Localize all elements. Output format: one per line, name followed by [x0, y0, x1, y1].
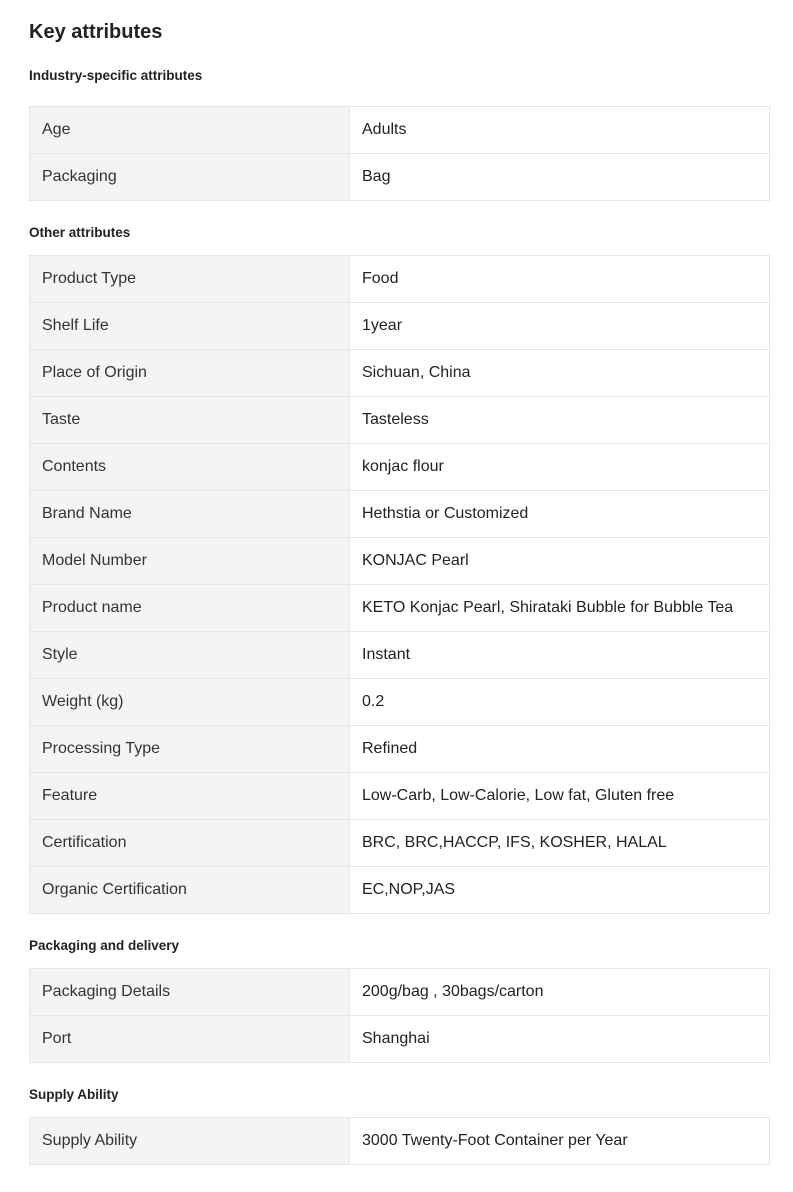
attribute-value: 1year [350, 303, 770, 350]
table-row [30, 1118, 770, 1165]
attribute-value: 0.2 [350, 679, 770, 726]
attribute-value: EC,NOP,JAS [350, 867, 770, 914]
attributes-table [29, 106, 770, 201]
attribute-value: Tasteless [350, 397, 770, 444]
attribute-label: Packaging [30, 154, 350, 201]
attribute-value: konjac flour [350, 444, 770, 491]
attribute-label: Organic Certification [30, 867, 350, 914]
section-industry-specific [29, 68, 770, 201]
attribute-label: Product Type [30, 256, 350, 303]
table-row [30, 632, 770, 679]
attribute-label: Age [30, 107, 350, 154]
attribute-value: BRC, BRC,HACCP, IFS, KOSHER, HALAL [350, 820, 770, 867]
attribute-label: Model Number [30, 538, 350, 585]
table-row [30, 679, 770, 726]
key-attributes-panel [29, 0, 770, 1165]
attribute-label: Taste [30, 397, 350, 444]
table-row [30, 820, 770, 867]
attribute-label: Processing Type [30, 726, 350, 773]
section-title: Supply Ability [29, 1087, 119, 1102]
attribute-value: Adults [350, 107, 770, 154]
attribute-value: Bag [350, 154, 770, 201]
section-title: Industry-specific attributes [29, 68, 203, 83]
attributes-table [29, 968, 770, 1063]
attribute-label: Brand Name [30, 491, 350, 538]
section-other-attributes [29, 225, 770, 914]
page-title: Key attributes [29, 21, 163, 43]
table-row [30, 1016, 770, 1063]
section-packaging-delivery [29, 938, 770, 1063]
attribute-value: Food [350, 256, 770, 303]
attribute-label: Place of Origin [30, 350, 350, 397]
attributes-table [29, 1117, 770, 1165]
table-row [30, 350, 770, 397]
attribute-label: Shelf Life [30, 303, 350, 350]
table-row [30, 538, 770, 585]
attribute-label: Product name [30, 585, 350, 632]
table-row [30, 397, 770, 444]
attribute-value: 200g/bag , 30bags/carton [350, 969, 770, 1016]
attribute-label: Packaging Details [30, 969, 350, 1016]
table-row [30, 773, 770, 820]
table-row [30, 585, 770, 632]
attribute-label: Feature [30, 773, 350, 820]
attribute-label: Contents [30, 444, 350, 491]
table-row [30, 969, 770, 1016]
attribute-label: Style [30, 632, 350, 679]
attribute-label: Certification [30, 820, 350, 867]
table-row [30, 491, 770, 538]
attribute-value: KETO Konjac Pearl, Shirataki Bubble for Bubble Tea [350, 585, 770, 632]
section-title: Packaging and delivery [29, 938, 180, 953]
attribute-value: 3000 Twenty-Foot Container per Year [350, 1118, 770, 1165]
attribute-label: Port [30, 1016, 350, 1063]
attribute-value: Refined [350, 726, 770, 773]
attribute-value: KONJAC Pearl [350, 538, 770, 585]
attribute-value: Low-Carb, Low-Calorie, Low fat, Gluten free [350, 773, 770, 820]
table-row [30, 154, 770, 201]
table-row [30, 303, 770, 350]
attribute-value: Hethstia or Customized [350, 491, 770, 538]
attribute-label: Weight (kg) [30, 679, 350, 726]
table-row [30, 867, 770, 914]
table-row [30, 107, 770, 154]
attribute-value: Sichuan, China [350, 350, 770, 397]
attribute-value: Instant [350, 632, 770, 679]
table-row [30, 726, 770, 773]
attribute-label: Supply Ability [30, 1118, 350, 1165]
attributes-table [29, 255, 770, 914]
table-row [30, 444, 770, 491]
section-supply-ability [29, 1087, 770, 1165]
table-row [30, 256, 770, 303]
section-title: Other attributes [29, 225, 131, 240]
attribute-value: Shanghai [350, 1016, 770, 1063]
